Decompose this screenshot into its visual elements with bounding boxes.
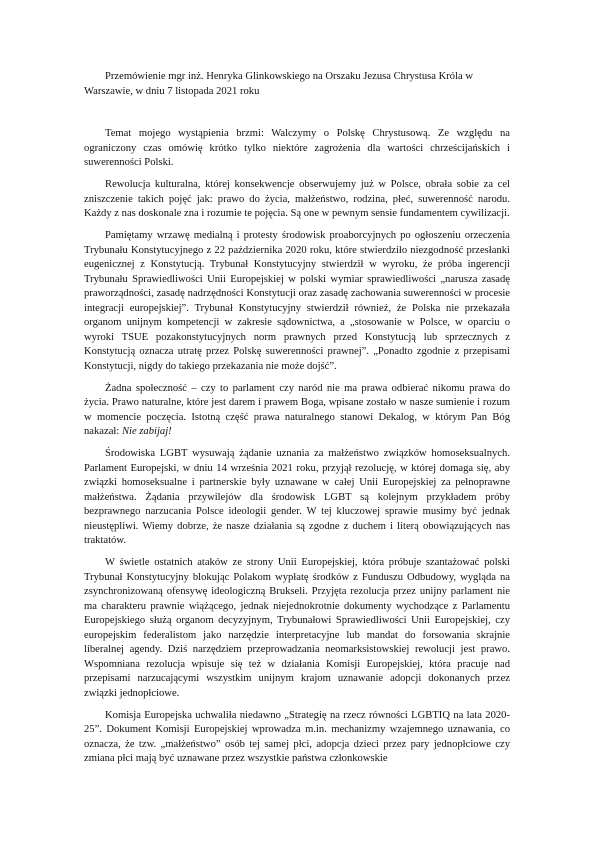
document-page	[84, 70, 510, 774]
paragraph-5: Środowiska LGBT wysuwają żądanie uznania za małżeństwo związków homoseksualnych. Parlament Europejski, w dniu 14 września 2021 roku, przyjął rezolucję, w której domaga się, aby związki homoseksualne i partnerskie były uznawane w całej Unii Europejskiej za pełnoprawne małżeństwa. Żądania przywilejów dla środowisk LGBT są kolejnym przykładem próby bezprawnego narzucania Polsce ideologii gender. W tej kluczowej sprawie musimy być jednak nieustępliwi. Wiemy dobrze, że nasze działania są zgodne z duchem i literą obowiązujących nas traktatów.	[84, 448, 510, 546]
paragraph-7: Komisja Europejska uchwaliła niedawno „Strategię na rzecz równości LGBTIQ na lata 2020-25”. Dokument Komisji Europejskiej wprowadza m.in. mechanizmy wzajemnego uznawania, co oznacza, że tzw. „małżeństwo” osób tej samej płci, adopcja dzieci przez pary jednopłciowe czy zmiana płci mają być uznawane przez wszystkie państwa członkowskie	[84, 709, 510, 764]
paragraph-6: W świetle ostatnich ataków ze strony Unii Europejskiej, która próbuje szantażować polski Trybunał Konstytucyjny blokując Polakom wypłatę środków z Funduszu Odbudowy, wygląda na zsynchronizowaną ofensywę ideologiczną Brukseli. Przyjęta rezolucja przez unijny parlament nie ma charakteru prawnie wiążącego, jednak niejednokrotnie dokumenty wychodzące z Parlamentu Europejskiego służą organom decyzyjnym, Trybunałowi Sprawiedliwości Unii Europejskiej, czy europejskim federalistom jako narzędzie interpretacyjne lub mandat do forsowania skrajnie liberalnej agendy. Dziś narzędziem przeprowadzania neomarksistowskiej rewolucji jest prawo. Wspomniana rezolucja wpisuje się też w działania Komisji Europejskiej, która pracuje nad przepisami narzucającymi wszystkim unijnym krajom uznawanie adopcji dokonanych przez związki jednopłciowe.	[84, 557, 510, 699]
paragraph-4-emphasis: Nie zabijaj!	[121, 426, 172, 437]
paragraph-4-text: Żadna społeczność – czy to parlament czy naród nie ma prawa odbierać nikomu prawa do życia. Prawo naturalne, które jest darem i prawem Boga, wpisane zostało w nasze sumienie i rozum w momencie poczęcia. Istotną część prawa naturalnego stanowi Dekalog, w którym Pan Bóg nakazał:	[84, 382, 510, 437]
paragraph-1: Temat mojego wystąpienia brzmi: Walczymy o Polskę Chrystusową. Ze względu na ograniczony czas omówię krótko tylko niektóre zagrożenia dla wartości chrześcijańskich i suwerenności Polski.	[84, 128, 510, 168]
paragraph-4	[84, 382, 510, 440]
paragraph-3: Pamiętamy wrzawę medialną i protesty środowisk proaborcyjnych po ogłoszeniu orzeczenia Trybunału Konstytucyjnego z 22 października 2020 roku, które stwierdziło niezgodność przesłanki eugenicznej z Konstytucją. Trybunał Konstytucyjny stwierdził w wyroku, że próba ingerencji Trybunału Sprawiedliwości Unii Europejskiej w polski wymiar sprawiedliwości „narusza zasadę praworządności, zasadę nadrzędności Konstytucji oraz zasadę zachowania suwerenności w procesie integracji europejskiej”. Trybunał Konstytucyjny stwierdził również, że Polska nie przekazała organom unijnym kompetencji w zakresie sądownictwa, a „stosowanie w Polsce, w oparciu o wyroki TSUE pozakonstytucyjnych norm prawnych przed Konstytucją lub sprzecznych z Konstytucją oznacza utratę przez Polskę suwerenności prawnej”. „Ponadto zgodnie z przepisami Konstytucji, nigdy do takiego przekazania nie może dojść”.	[84, 230, 510, 372]
paragraph-2: Rewolucja kulturalna, której konsekwencje obserwujemy już w Polsce, obrała sobie za cel zniszczenie takich pojęć jak: prawo do życia, małżeństwo, rodzina, płeć, suwerenność narodu. Każdy z nas doskonale zna i rozumie te pojęcia. Są one w pewnym sensie fundamentem cywilizacji.	[84, 179, 510, 219]
document-title: Przemówienie mgr inż. Henryka Glinkowskiego na Orszaku Jezusa Chrystusa Króla w Warszawie, w dniu 7 listopada 2021 roku	[84, 71, 474, 97]
